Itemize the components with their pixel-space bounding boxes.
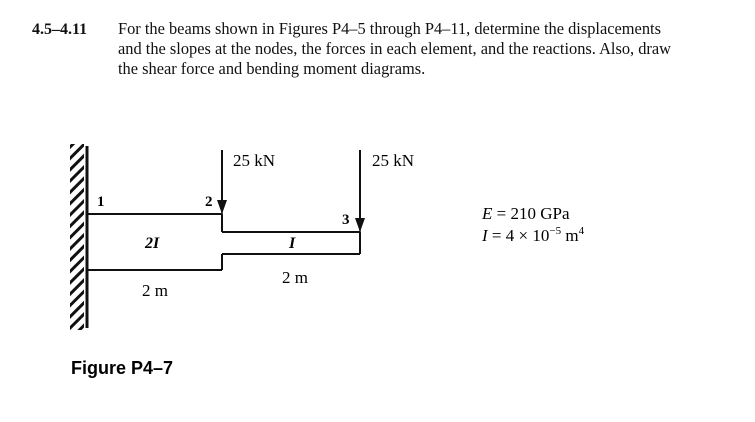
element-2-inertia-label: I (289, 235, 296, 252)
i-exponent: −5 (549, 225, 562, 237)
node-label-2: 2 (205, 194, 213, 210)
fixed-wall-support (70, 144, 87, 330)
element-1-inertia-label: 2I (145, 235, 160, 252)
load-label-node-3: 25 kN (372, 151, 415, 170)
modulus-of-elasticity (481, 204, 570, 223)
node-label-1: 1 (97, 194, 105, 210)
i-symbol: I (482, 226, 488, 245)
element-2-length-label: 2 m (282, 268, 308, 287)
node-markers (222, 201, 360, 232)
problem-line: For the beams shown in Figures P4–5 through P4–11, determine the displacements (118, 19, 661, 38)
e-value: = 210 GPa (492, 204, 570, 223)
element-1-length-label: 2 m (142, 281, 168, 300)
load-label-node-2: 25 kN (233, 151, 276, 170)
i-unit: m (561, 226, 579, 245)
i-value: = 4 × 10 (487, 226, 550, 245)
material-properties (481, 204, 585, 245)
i-unit-exponent: 4 (578, 225, 585, 237)
problem-number: 4.5–4.11 (32, 21, 88, 38)
moment-of-inertia (481, 225, 585, 245)
problem-line: the shear force and bending moment diagrams. (118, 59, 426, 78)
figure-caption: Figure P4–7 (71, 358, 174, 378)
load-arrow-node-3 (355, 150, 365, 232)
node-label-3: 3 (342, 212, 350, 228)
load-arrow-node-2 (217, 150, 227, 214)
problem-line: and the slopes at the nodes, the forces in each element, and the reactions. Also, draw (118, 39, 671, 58)
e-symbol: E (482, 204, 493, 223)
beam-outline (87, 214, 360, 270)
